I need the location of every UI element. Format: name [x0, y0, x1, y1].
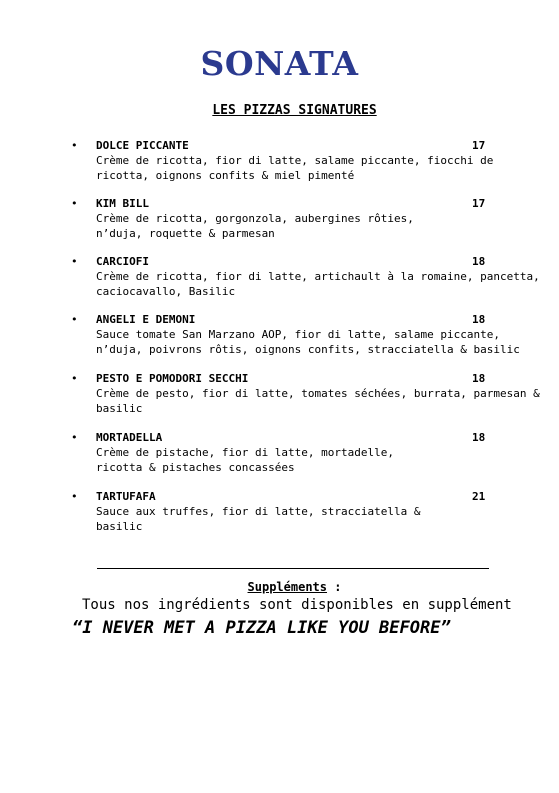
item-name: KIM BILL — [96, 197, 149, 210]
item-description: Crème de pistache, fior di latte, mortadelle, ricotta & pistaches concassées — [96, 446, 395, 474]
item-price: 18 — [472, 431, 486, 444]
item-name: CARCIOFI — [96, 255, 149, 268]
menu-item — [0, 489, 559, 533]
bullet-icon: • — [71, 139, 78, 152]
divider — [97, 568, 489, 569]
bullet-icon: • — [71, 255, 78, 268]
tagline-quote: “I NEVER MET A PIZZA LIKE YOU BEFORE” — [72, 618, 451, 638]
item-price: 18 — [472, 372, 486, 385]
item-description: Crème de ricotta, fior di latte, artichault à la romaine, pancetta, caciocavallo, Basilic — [96, 270, 540, 298]
item-name: TARTUFAFA — [96, 490, 156, 503]
item-name: PESTO E POMODORI SECCHI — [96, 372, 249, 385]
menu-item — [0, 138, 559, 196]
bullet-icon: • — [71, 197, 78, 210]
item-description: Crème de pesto, fior di latte, tomates séchées, burrata, parmesan & basilic — [96, 387, 540, 415]
supplements-title-colon: : — [327, 580, 342, 594]
brand-logo: SONATA — [200, 44, 359, 83]
menu-item — [0, 371, 559, 430]
bullet-icon: • — [71, 490, 78, 503]
section-title: LES PIZZAS SIGNATURES — [212, 103, 377, 118]
bullet-icon: • — [71, 431, 78, 444]
item-name: ANGELI E DEMONI — [96, 313, 196, 326]
menu-item — [0, 312, 559, 371]
item-name: DOLCE PICCANTE — [96, 139, 189, 152]
item-description: Crème de ricotta, fior di latte, salame piccante, fiocchi de ricotta, oignons confits & miel pimenté — [96, 154, 494, 182]
item-name: MORTADELLA — [96, 431, 163, 444]
bullet-icon: • — [71, 372, 78, 385]
item-description: Sauce aux truffes, fior di latte, stracciatella & basilic — [96, 505, 421, 533]
item-description: Crème de ricotta, gorgonzola, aubergines rôties, n’duja, roquette & parmesan — [96, 212, 414, 240]
item-description: Sauce tomate San Marzano AOP, fior di latte, salame piccante, n’duja, poivrons rôtis, oignons confits, stracciatella & basilic — [96, 328, 520, 356]
item-price: 17 — [472, 197, 486, 210]
supplements-text: Tous nos ingrédients sont disponibles en supplément — [82, 597, 512, 613]
supplements-title-label: Suppléments — [247, 580, 328, 594]
item-price: 18 — [472, 255, 486, 268]
item-price: 18 — [472, 313, 486, 326]
menu-item — [0, 430, 559, 489]
bullet-icon: • — [71, 313, 78, 326]
item-price: 21 — [472, 490, 486, 503]
menu-item — [0, 254, 559, 312]
menu-item — [0, 196, 559, 254]
supplements-title — [0, 580, 559, 594]
item-price: 17 — [472, 139, 486, 152]
pizza-menu-list — [0, 138, 559, 533]
